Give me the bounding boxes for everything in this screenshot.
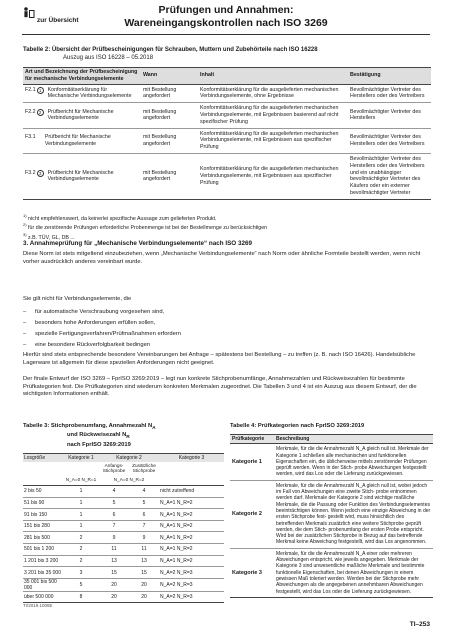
table-header-row bbox=[23, 68, 431, 85]
table-row bbox=[23, 509, 224, 521]
paragraph: Diese Norm ist stets mitgeltend einzubeziehen, wenn „Mechanische Verbindungselemente“ nach Norm oder ähnliche Formteile bestellt werden, wenn nicht vorher ausdrücklich anderes vereinbart wurde. bbox=[23, 251, 421, 265]
lot-size-cell: 91 bis 150 bbox=[23, 509, 63, 521]
table2-caption: Tabelle 2: Übersicht der Prüfbescheinigungen für Schrauben, Muttern und Zubehörteile nach ISO 16228 Auszug aus ISO 16228 – 05.2018 bbox=[23, 47, 318, 61]
cat1-cell: 1 bbox=[63, 486, 99, 498]
lot-size-cell: über 500 000 bbox=[23, 591, 63, 603]
column-header: Prüfkategorie bbox=[230, 435, 274, 444]
table-row bbox=[23, 153, 431, 199]
certificate-name: Prüfbericht für Mechanische Verbindungselemente bbox=[44, 133, 111, 147]
exclusion-list bbox=[23, 307, 423, 351]
table-row bbox=[230, 548, 433, 597]
cat3-cell: N_A=2 N_R=3 bbox=[159, 591, 224, 603]
paragraph: Sie gilt nicht für Verbindungselemente, die bbox=[23, 296, 132, 302]
cat2-additional-cell: 20 bbox=[129, 578, 159, 591]
table-subheader-row bbox=[23, 474, 224, 486]
lot-size-cell: 2 bis 50 bbox=[23, 486, 63, 498]
cat2-initial-cell: 6 bbox=[99, 509, 129, 521]
lot-size-cell: 501 bis 1 200 bbox=[23, 544, 63, 556]
cat2-initial-cell: 7 bbox=[99, 520, 129, 532]
certificate-table bbox=[23, 67, 431, 200]
cat2-additional-cell: 11 bbox=[129, 544, 159, 556]
sample-size-table bbox=[23, 453, 224, 603]
cat2-initial-cell: 20 bbox=[99, 591, 129, 603]
lot-size-cell: 281 bis 500 bbox=[23, 532, 63, 544]
cat3-cell: N_A=1 N_R=2 bbox=[159, 497, 224, 509]
cat2-additional-cell: 6 bbox=[129, 509, 159, 521]
cat2-additional-cell: 5 bbox=[129, 497, 159, 509]
column-header: Wann bbox=[141, 68, 198, 85]
certificate-code: F3.2 bbox=[25, 169, 36, 176]
table-row bbox=[230, 480, 433, 548]
footnote-marker: 2 bbox=[37, 109, 44, 116]
category-cell: Kategorie 2 bbox=[230, 480, 274, 548]
lot-size-cell: 35 001 bis 500 000 bbox=[23, 578, 63, 591]
category-cell: Kategorie 1 bbox=[230, 444, 274, 480]
footnote-marker: 1 bbox=[37, 87, 44, 94]
confirmation-cell: Bevollmächtigter Vertreter des Herstellers oder des Vertreibers bbox=[348, 84, 431, 103]
page-header bbox=[0, 0, 452, 36]
column-subheader: Anfangs-Stichprobe bbox=[99, 462, 129, 474]
content-cell: Konformitätserklärung für die ausgelieferten mechanischen Verbindungselemente, mit Ergebnissen aus spezifischer Prüfung bbox=[198, 153, 348, 199]
column-header: Kategorie 3 bbox=[159, 454, 224, 463]
table-row bbox=[23, 578, 224, 591]
footnote: $^{2)}$ für die zerstörende Prüfungen erforderliche Probenmenge ist bei der Bestellmenge zu berücksichtigen bbox=[23, 222, 268, 232]
category-cell: Kategorie 3 bbox=[230, 548, 274, 597]
confirmation-cell: Bevollmächtigter Vertreter des Herstellers oder des Vertreibers bbox=[348, 128, 431, 153]
table-row bbox=[23, 532, 224, 544]
content-cell: Konformitätserklärung für die ausgelieferten mechanischen Verbindungselemente, mit Ergebnissen aus spezifischer Prüfung bbox=[198, 128, 348, 153]
cat1-cell: 1 bbox=[63, 497, 99, 509]
paragraph: Der finale Entwurf der ISO 3269 – FprISO 3269:2019 – legt nun konkrete Stichprobenumfänge, Annahmezahlen und Rückweisezahlen für bestimmte Prüfkategorien fest. Die Prüfkategorien sind wiederum konkreten Merkmalen zugeordnet. Die Tabellen 3 und 4 ist ein Auszug aus diesem Entwurf, der die wichtigsten Informationen enthält. bbox=[23, 376, 417, 398]
column-header: Kategorie 2 bbox=[99, 454, 159, 463]
column-header: Inhalt bbox=[198, 68, 348, 85]
cat3-cell: nicht zutreffend bbox=[159, 486, 224, 498]
column-header: Beschreibung bbox=[274, 435, 433, 444]
document-id: TI/2019.1008E bbox=[23, 603, 53, 608]
footnote: $^{1)}$ nicht empfehlenswert, da keinerlei spezifische Aussage zum gelieferten Produkt. bbox=[23, 213, 217, 222]
table-row bbox=[23, 544, 224, 556]
table-row bbox=[23, 520, 224, 532]
table-row bbox=[23, 84, 431, 103]
content-cell: Konformitätserklärung für die ausgelieferten mechanischen Verbindungselemente, ohne Ergebnisse bbox=[198, 84, 348, 103]
cat1-cell: 2 bbox=[63, 532, 99, 544]
cat1-cell: 8 bbox=[63, 591, 99, 603]
test-category-table bbox=[230, 434, 433, 598]
list-item: – eine besondere Rückverfolgbarkeit bedingen bbox=[23, 340, 423, 351]
cat2-initial-cell: 5 bbox=[99, 497, 129, 509]
page-subtitle: Wareneingangskontrollen nach ISO 3269 bbox=[124, 17, 328, 29]
lot-size-cell: 151 bis 280 bbox=[23, 520, 63, 532]
table-row bbox=[23, 497, 224, 509]
confirmation-cell: Bevollmächtigter Vertreter des Herstellers bbox=[348, 103, 431, 128]
table-row bbox=[23, 567, 224, 579]
cat2-initial-cell: 20 bbox=[99, 578, 129, 591]
cat1-cell: 2 bbox=[63, 555, 99, 567]
lot-size-cell: 1 201 bis 3 200 bbox=[23, 555, 63, 567]
certificate-code: F3.1 bbox=[25, 133, 36, 140]
paragraph: Hierfür sind stets entsprechende besondere Vereinbarungen bei Anfrage – spätestens bei Bestellung – zu treffen (z. B. nach ISO 16426). Handelsübliche Lagerware ist allgemein für diese speziellen Anforderungen nicht geeignet. bbox=[23, 352, 416, 366]
when-cell: mit Bestellung angefordert bbox=[141, 84, 198, 103]
column-header: Kategorie 1 bbox=[63, 454, 99, 463]
when-cell: mit Bestellung angefordert bbox=[141, 153, 198, 199]
cat2-additional-cell: 9 bbox=[129, 532, 159, 544]
description-cell: Merkmale, für die die Annahmezahl N_A einer oder mehreren Abweichungen entspricht, wie jeweils angegeben. Merkmale der Kategorie 3 sind unwesentliche maßliche Merkmale und bestimmte funktionelle Eigenschaften, bei denen Abweichungen in einem gewissen Maß toleriert werden. Werden bei der Stichprobe mehr Abweichungen als die angegebenen annehmbaren Abweichungen festgestellt, wird das Los oder die Lieferung zurückgewiesen. bbox=[274, 548, 433, 597]
column-header: Bestätigung bbox=[348, 68, 431, 85]
table-row bbox=[23, 555, 224, 567]
table-row bbox=[230, 444, 433, 480]
cat3-cell: N_A=1 N_R=2 bbox=[159, 509, 224, 521]
footnote: $^{3)}$ z.B. TÜV, GL, DB ... bbox=[23, 231, 75, 241]
column-header: Losgröße bbox=[23, 454, 63, 463]
cat2-initial-cell: 13 bbox=[99, 555, 129, 567]
cat2-additional-cell: 15 bbox=[129, 567, 159, 579]
certificate-code: F2.1 bbox=[25, 86, 36, 93]
cat3-cell: N_A=1 N_R=2 bbox=[159, 544, 224, 556]
list-item: – besonders hohe Anforderungen erfüllen sollen, bbox=[23, 318, 423, 329]
table-subheader-row bbox=[23, 462, 224, 474]
back-to-overview-link[interactable]: zur Übersicht bbox=[37, 17, 79, 24]
table-header-row bbox=[23, 454, 224, 463]
column-subheader: Zusätzliche Stichprobe bbox=[129, 462, 159, 474]
certificate-code: F2.2 bbox=[25, 108, 36, 115]
list-item: – spezielle Fertigungsverfahren/Prüfmaßnahmen erfordern bbox=[23, 329, 423, 340]
content-cell: Konformitätserklärung für die ausgelieferten mechanischen Verbindungselemente, mit Ergebnissen basierend auf nicht spezifischer Prüfung bbox=[198, 103, 348, 128]
cat1-cell: 1 bbox=[63, 509, 99, 521]
acceptance-header: N_A=0 N_R=1 bbox=[63, 474, 99, 486]
certificate-name: Prüfbericht für Mechanische Verbindungselemente bbox=[47, 169, 114, 183]
cat2-additional-cell: 7 bbox=[129, 520, 159, 532]
lot-size-cell: 3 201 bis 35 000 bbox=[23, 567, 63, 579]
cat1-cell: 3 bbox=[63, 567, 99, 579]
certificate-name: Konformitätserklärung für Mechanische Verbindungselemente bbox=[47, 86, 132, 100]
table-row bbox=[23, 486, 224, 498]
cat2-initial-cell: 9 bbox=[99, 532, 129, 544]
certificate-name: Prüfbericht für Mechanische Verbindungselemente bbox=[47, 108, 114, 122]
description-cell: Merkmale, für die die Annahmezahl N_A gleich null ist, wobei jedoch im Fall von Abweichungen eine zweite Stich- probe entnommen werden darf. Merkmale der Kategorie 2 sind wichtige maßliche Merkmale, die die Passung oder Funktion des Verbindungselementes beeinträchtigen können. Wenn jedoch eine einzige Abweichung in der ersten Stichprobe fest- gestellt wird, muss hinsichtlich des betreffenden Merkmals zusätzlich eine weitere Stichprobe geprüft werden, die dem Stich- probenumfang der ersten Probe entspricht. Wird bei der zusätzlichen Stichprobe in Bezug auf das betreffende Merkmal keine Abweichung festgestellt, wird das Los angenommen. bbox=[274, 480, 433, 548]
cat3-cell: N_A=2 N_R=3 bbox=[159, 567, 224, 579]
cat1-cell: 1 bbox=[63, 520, 99, 532]
confirmation-cell: Bevollmächtigter Vertreter des Herstellers oder des Vertreibers und ein unabhängiger bevollmächtigter Vertreter des Käufers oder ein externer bevollmächtigter Vertreter bbox=[348, 153, 431, 199]
table-row bbox=[23, 128, 431, 153]
cat2-additional-cell: 4 bbox=[129, 486, 159, 498]
cat3-cell: N_A=1 N_R=2 bbox=[159, 532, 224, 544]
cat2-initial-cell: 4 bbox=[99, 486, 129, 498]
cat2-initial-cell: 15 bbox=[99, 567, 129, 579]
when-cell: mit Bestellung angefordert bbox=[141, 103, 198, 128]
table3-caption: Tabelle 3: Stichprobenumfang, Annahmezahl $N_A$ und Rückweisezahl $N_R$ nach FprISO 3269:2019 bbox=[23, 423, 156, 448]
table4-caption: Tabelle 4: Prüfkategorien nach FprISO 3269:2019 bbox=[230, 423, 365, 429]
table-header-row bbox=[230, 435, 433, 444]
column-header: Art und Bezeichnung der Prüfbescheinigung für mechanische Verbindungselemente bbox=[23, 68, 141, 85]
table2-footnotes bbox=[23, 213, 431, 241]
table-row bbox=[23, 591, 224, 603]
table-row bbox=[23, 103, 431, 128]
cat1-cell: 5 bbox=[63, 578, 99, 591]
cat3-cell: N_A=1 N_R=2 bbox=[159, 520, 224, 532]
cat2-additional-cell: 20 bbox=[129, 591, 159, 603]
lot-size-cell: 51 bis 90 bbox=[23, 497, 63, 509]
cat2-initial-cell: 11 bbox=[99, 544, 129, 556]
cat1-cell: 2 bbox=[63, 544, 99, 556]
acceptance-header: N_A=0 N_R=2 bbox=[99, 474, 159, 486]
cat3-cell: N_A=2 N_R=3 bbox=[159, 578, 224, 591]
section-heading: 3. Annahmeprüfung für „Mechanische Verbindungselemente“ nach ISO 3269 bbox=[23, 240, 252, 247]
when-cell: mit Bestellung angefordert bbox=[141, 128, 198, 153]
list-item: – für automatische Verschraubung vorgesehen sind, bbox=[23, 307, 423, 318]
cat3-cell: N_A=1 N_R=2 bbox=[159, 555, 224, 567]
header-divider bbox=[22, 34, 430, 35]
page-number: TI–253 bbox=[409, 621, 430, 628]
description-cell: Merkmale, für die die Annahmezahl N_A gleich null ist. Merkmale der Kategorie 1 schließen alle mechanischen und funktionellen Eigenschaften ein, die üblicherweise mittels zerstörender Prüfungen geprüft werden. Wenn in der Stich- probe Abweichungen festgestellt werden, wird das Los oder die Lieferung zurückgewiesen. bbox=[274, 444, 433, 480]
cat2-additional-cell: 13 bbox=[129, 555, 159, 567]
page-title: Prüfungen und Annahmen: bbox=[158, 4, 294, 16]
footnote-marker: 3 bbox=[37, 170, 44, 177]
